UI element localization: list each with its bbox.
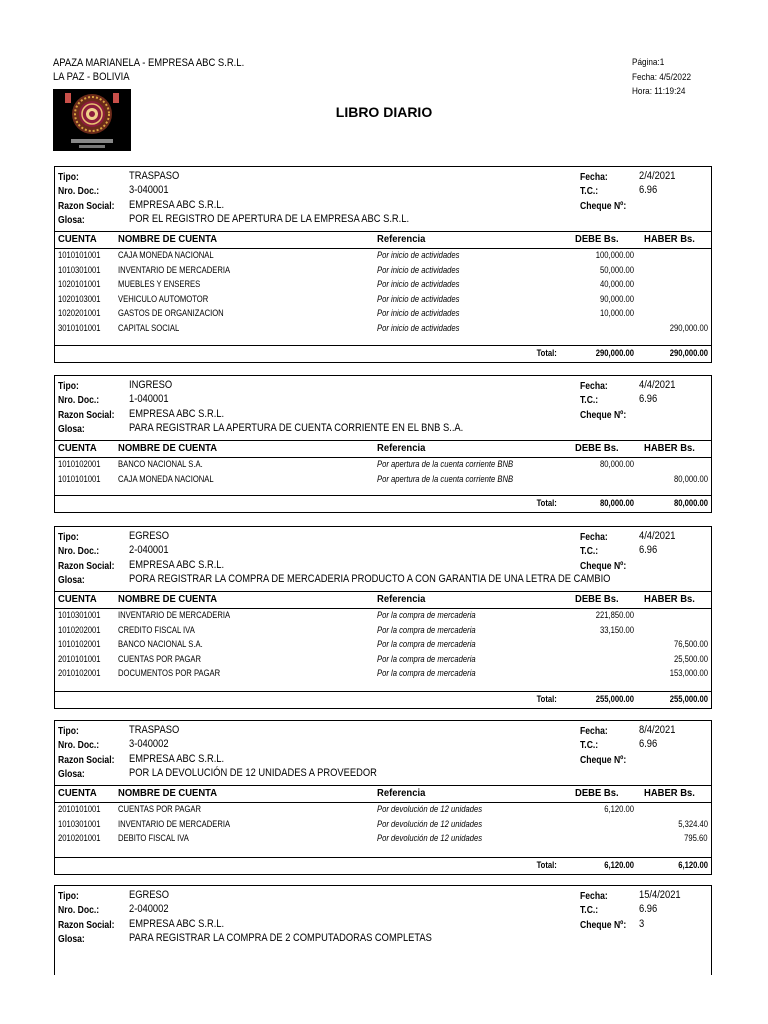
glosa-label: Glosa: <box>58 933 85 945</box>
razon-social-value: EMPRESA ABC S.R.L. <box>129 408 225 420</box>
tc-label: T.C.: <box>580 185 599 197</box>
nombre-cell: CUENTAS POR PAGAR <box>118 653 202 664</box>
referencia-cell: Por la compra de mercaderia <box>377 639 476 650</box>
total-haber: 80,000.00 <box>673 498 708 508</box>
company-header <box>53 56 244 84</box>
cuenta-cell: 1010102001 <box>58 459 101 469</box>
nombre-cell: INVENTARIO DE MERCADERIA <box>118 610 231 620</box>
tc-label: T.C.: <box>580 739 599 751</box>
referencia-cell: Por apertura de la cuenta corriente BNB <box>377 459 514 469</box>
glosa-label: Glosa: <box>58 214 85 226</box>
col-cuenta: CUENTA <box>58 787 97 799</box>
table-row <box>55 653 711 668</box>
entry-header <box>55 886 711 950</box>
nro-doc-value: 2-040002 <box>129 903 169 915</box>
total-label: Total: <box>536 694 557 704</box>
col-cuenta: CUENTA <box>58 593 97 605</box>
tc-value: 6.96 <box>639 738 658 750</box>
total-haber: 290,000.00 <box>669 348 708 358</box>
tipo-label: Tipo: <box>58 890 79 902</box>
column-header <box>55 232 711 249</box>
table-row <box>55 624 711 639</box>
nro-doc-label: Nro. Doc.: <box>58 394 100 406</box>
journal-entry <box>54 375 712 513</box>
table-row <box>55 609 711 624</box>
nro-doc-label: Nro. Doc.: <box>58 185 100 197</box>
col-referencia: Referencia <box>377 787 426 799</box>
tipo-label: Tipo: <box>58 380 79 392</box>
debe-cell: 6,120.00 <box>604 804 634 814</box>
cuenta-cell: 2010102001 <box>58 668 101 679</box>
col-referencia: Referencia <box>377 233 426 245</box>
total-debe: 255,000.00 <box>595 694 634 704</box>
seal-icon <box>53 89 131 151</box>
col-nombre: NOMBRE DE CUENTA <box>118 233 218 245</box>
haber-cell: 25,500.00 <box>673 653 708 664</box>
nro-doc-value: 3-040001 <box>129 184 169 196</box>
table-row <box>55 264 711 279</box>
haber-cell: 153,000.00 <box>669 668 708 679</box>
table-row <box>55 322 711 337</box>
fecha-value: 15/4/2021 <box>639 889 681 901</box>
col-cuenta: CUENTA <box>58 233 97 245</box>
nombre-cell: GASTOS DE ORGANIZACION <box>118 308 224 319</box>
nombre-cell: CAJA MONEDA NACIONAL <box>118 250 214 260</box>
referencia-cell: Por inicio de actividades <box>377 308 460 319</box>
col-referencia: Referencia <box>377 593 426 605</box>
table-row <box>55 818 711 833</box>
table-row <box>55 293 711 308</box>
debe-cell: 100,000.00 <box>595 250 634 260</box>
referencia-cell: Por inicio de actividades <box>377 264 460 275</box>
referencia-cell: Por devolución de 12 unidades <box>377 833 483 844</box>
debe-cell: 221,850.00 <box>595 610 634 620</box>
tipo-value: TRASPASO <box>129 170 180 182</box>
col-haber: HABER Bs. <box>644 442 695 454</box>
cuenta-cell: 1010301001 <box>58 264 101 275</box>
fecha-value: 4/4/2021 <box>639 530 676 542</box>
company-logo <box>53 89 131 151</box>
glosa-value: POR LA DEVOLUCIÓN DE 12 UNIDADES A PROVEEDOR <box>129 767 377 779</box>
debe-cell: 80,000.00 <box>599 459 634 469</box>
page-number: Página:1 <box>632 57 665 68</box>
referencia-cell: Por devolución de 12 unidades <box>377 818 483 829</box>
total-label: Total: <box>536 348 557 358</box>
cheque-label: Cheque Nº: <box>580 409 627 421</box>
referencia-cell: Por inicio de actividades <box>377 250 460 260</box>
col-debe: DEBE Bs. <box>575 442 619 454</box>
journal-entry <box>54 526 712 709</box>
cuenta-cell: 2010101001 <box>58 653 101 664</box>
tipo-value: EGRESO <box>129 530 170 542</box>
total-debe: 80,000.00 <box>599 498 634 508</box>
razon-social-value: EMPRESA ABC S.R.L. <box>129 199 225 211</box>
nombre-cell: MUEBLES Y ENSERES <box>118 279 201 290</box>
col-cuenta: CUENTA <box>58 442 97 454</box>
report-time: Hora: 11:19:24 <box>632 86 686 97</box>
nombre-cell: CAPITAL SOCIAL <box>118 322 180 333</box>
column-header <box>55 592 711 609</box>
tc-value: 6.96 <box>639 184 658 196</box>
glosa-label: Glosa: <box>58 423 85 435</box>
fecha-value: 2/4/2021 <box>639 170 676 182</box>
tc-value: 6.96 <box>639 544 658 556</box>
cuenta-cell: 2010101001 <box>58 804 101 814</box>
nombre-cell: DOCUMENTOS POR PAGAR <box>118 668 221 679</box>
total-haber: 6,120.00 <box>678 860 708 870</box>
razon-social-label: Razon Social: <box>58 919 115 931</box>
debe-cell: 40,000.00 <box>599 279 634 290</box>
cuenta-cell: 3010101001 <box>58 322 101 333</box>
total-haber: 255,000.00 <box>669 694 708 704</box>
debe-cell: 10,000.00 <box>599 308 634 319</box>
cuenta-cell: 1010102001 <box>58 639 101 650</box>
nro-doc-value: 2-040001 <box>129 544 169 556</box>
nro-doc-label: Nro. Doc.: <box>58 904 100 916</box>
col-debe: DEBE Bs. <box>575 233 619 245</box>
col-referencia: Referencia <box>377 442 426 454</box>
nombre-cell: BANCO NACIONAL S.A. <box>118 459 203 469</box>
tc-label: T.C.: <box>580 545 599 557</box>
referencia-cell: Por la compra de mercaderia <box>377 668 476 679</box>
journal-entry <box>54 885 712 975</box>
col-nombre: NOMBRE DE CUENTA <box>118 593 218 605</box>
fecha-label: Fecha: <box>580 890 608 902</box>
referencia-cell: Por apertura de la cuenta corriente BNB <box>377 473 514 484</box>
cuenta-cell: 1010101001 <box>58 250 101 260</box>
table-row <box>55 832 711 847</box>
tipo-value: TRASPASO <box>129 724 180 736</box>
col-haber: HABER Bs. <box>644 787 695 799</box>
col-debe: DEBE Bs. <box>575 593 619 605</box>
report-meta <box>632 56 691 100</box>
glosa-value: PARA REGISTRAR LA COMPRA DE 2 COMPUTADORAS COMPLETAS <box>129 932 432 944</box>
tipo-label: Tipo: <box>58 171 79 183</box>
glosa-label: Glosa: <box>58 574 85 586</box>
nro-doc-label: Nro. Doc.: <box>58 739 100 751</box>
cuenta-cell: 1020201001 <box>58 308 101 319</box>
nombre-cell: VEHICULO AUTOMOTOR <box>118 293 209 304</box>
tipo-value: INGRESO <box>129 379 173 391</box>
cheque-label: Cheque Nº: <box>580 560 627 572</box>
fecha-label: Fecha: <box>580 380 608 392</box>
razon-social-value: EMPRESA ABC S.R.L. <box>129 753 225 765</box>
nro-doc-value: 3-040002 <box>129 738 169 750</box>
journal-entry <box>54 166 712 363</box>
cheque-value: 3 <box>639 918 645 930</box>
tipo-label: Tipo: <box>58 725 79 737</box>
fecha-label: Fecha: <box>580 171 608 183</box>
cuenta-cell: 1010101001 <box>58 473 101 484</box>
nombre-cell: BANCO NACIONAL S.A. <box>118 639 203 650</box>
cuenta-cell: 1010202001 <box>58 624 101 635</box>
referencia-cell: Por devolución de 12 unidades <box>377 804 483 814</box>
total-debe: 290,000.00 <box>595 348 634 358</box>
table-row <box>55 249 711 264</box>
glosa-label: Glosa: <box>58 768 85 780</box>
razon-social-value: EMPRESA ABC S.R.L. <box>129 559 225 571</box>
referencia-cell: Por la compra de mercaderia <box>377 653 476 664</box>
table-row <box>55 307 711 322</box>
haber-cell: 795.60 <box>684 833 708 844</box>
entry-header <box>55 527 711 592</box>
cuenta-cell: 1020101001 <box>58 279 101 290</box>
cheque-label: Cheque Nº: <box>580 754 627 766</box>
razon-social-label: Razon Social: <box>58 560 115 572</box>
razon-social-label: Razon Social: <box>58 409 115 421</box>
table-row <box>55 667 711 682</box>
table-row <box>55 278 711 293</box>
table-row <box>55 458 711 473</box>
tc-label: T.C.: <box>580 904 599 916</box>
tc-value: 6.96 <box>639 903 658 915</box>
razon-social-label: Razon Social: <box>58 200 115 212</box>
debe-cell: 90,000.00 <box>599 293 634 304</box>
cuenta-cell: 1010301001 <box>58 610 101 620</box>
nro-doc-value: 1-040001 <box>129 393 169 405</box>
total-row <box>55 345 711 362</box>
referencia-cell: Por la compra de mercaderia <box>377 610 476 620</box>
glosa-value: POR EL REGISTRO DE APERTURA DE LA EMPRESA ABC S.R.L. <box>129 213 410 225</box>
col-haber: HABER Bs. <box>644 593 695 605</box>
haber-cell: 76,500.00 <box>673 639 708 650</box>
nombre-cell: CUENTAS POR PAGAR <box>118 804 202 814</box>
nro-doc-label: Nro. Doc.: <box>58 545 100 557</box>
nombre-cell: INVENTARIO DE MERCADERIA <box>118 264 231 275</box>
col-nombre: NOMBRE DE CUENTA <box>118 442 218 454</box>
razon-social-value: EMPRESA ABC S.R.L. <box>129 918 225 930</box>
entry-header <box>55 721 711 786</box>
report-title: LIBRO DIARIO <box>335 104 433 120</box>
total-debe: 6,120.00 <box>604 860 634 870</box>
cuenta-cell: 1020103001 <box>58 293 101 304</box>
total-row <box>55 691 711 708</box>
referencia-cell: Por inicio de actividades <box>377 322 460 333</box>
col-haber: HABER Bs. <box>644 233 695 245</box>
total-label: Total: <box>536 860 557 870</box>
column-header <box>55 786 711 803</box>
nombre-cell: DEBITO FISCAL IVA <box>118 833 189 844</box>
entry-header <box>55 376 711 441</box>
tipo-value: EGRESO <box>129 889 170 901</box>
cheque-label: Cheque Nº: <box>580 200 627 212</box>
razon-social-label: Razon Social: <box>58 754 115 766</box>
table-row <box>55 638 711 653</box>
column-header <box>55 441 711 458</box>
fecha-label: Fecha: <box>580 531 608 543</box>
company-name: APAZA MARIANELA - EMPRESA ABC S.R.L. <box>53 57 245 69</box>
nombre-cell: CREDITO FISCAL IVA <box>118 624 195 635</box>
debe-cell: 50,000.00 <box>599 264 634 275</box>
table-row <box>55 803 711 818</box>
total-label: Total: <box>536 498 557 508</box>
cuenta-cell: 2010201001 <box>58 833 101 844</box>
tc-value: 6.96 <box>639 393 658 405</box>
total-row <box>55 857 711 874</box>
debe-cell: 33,150.00 <box>599 624 634 635</box>
haber-cell: 290,000.00 <box>669 322 708 333</box>
referencia-cell: Por inicio de actividades <box>377 279 460 290</box>
cheque-label: Cheque Nº: <box>580 919 627 931</box>
entry-header <box>55 167 711 232</box>
haber-cell: 80,000.00 <box>673 473 708 484</box>
tipo-label: Tipo: <box>58 531 79 543</box>
referencia-cell: Por inicio de actividades <box>377 293 460 304</box>
glosa-value: PORA REGISTRAR LA COMPRA DE MERCADERIA PRODUCTO A CON GARANTIA DE UNA LETRA DE CAMBIO <box>129 573 611 585</box>
fecha-value: 8/4/2021 <box>639 724 676 736</box>
table-row <box>55 473 711 488</box>
haber-cell: 5,324.40 <box>678 818 708 829</box>
fecha-label: Fecha: <box>580 725 608 737</box>
nombre-cell: INVENTARIO DE MERCADERIA <box>118 818 231 829</box>
glosa-value: PARA REGISTRAR LA APERTURA DE CUENTA CORRIENTE EN EL BNB S..A. <box>129 422 464 434</box>
col-nombre: NOMBRE DE CUENTA <box>118 787 218 799</box>
cuenta-cell: 1010301001 <box>58 818 101 829</box>
nombre-cell: CAJA MONEDA NACIONAL <box>118 473 214 484</box>
journal-entry <box>54 720 712 875</box>
fecha-value: 4/4/2021 <box>639 379 676 391</box>
report-date: Fecha: 4/5/2022 <box>632 71 692 83</box>
tc-label: T.C.: <box>580 394 599 406</box>
referencia-cell: Por la compra de mercaderia <box>377 624 476 635</box>
total-row <box>55 495 711 512</box>
company-location: LA PAZ - BOLIVIA <box>53 71 130 83</box>
col-debe: DEBE Bs. <box>575 787 619 799</box>
